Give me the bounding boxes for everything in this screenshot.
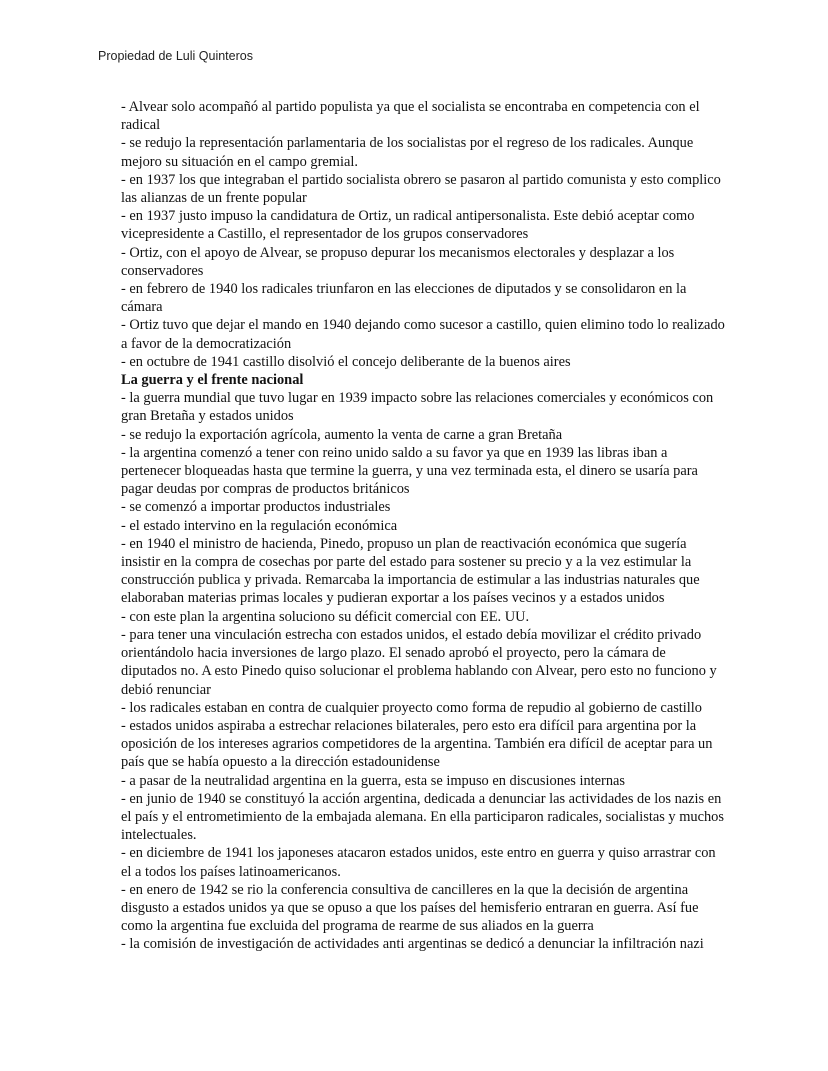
paragraph: - en 1937 justo impuso la candidatura de Ortiz, un radical antipersonalista. Este debió aceptar como vicepresidente a Castillo, el representador de los grupos conservadores — [121, 208, 695, 243]
paragraph: - Alvear solo acompañó al partido populista ya que el socialista se encontraba en competencia con el radical — [121, 99, 700, 134]
paragraph: - con este plan la argentina soluciono su déficit comercial con EE. UU. — [121, 608, 530, 625]
document-body — [121, 98, 725, 954]
paragraph: - en diciembre de 1941 los japoneses atacaron estados unidos, este entro en guerra y quiso arrastrar con el a todos los países latinoamericanos. — [121, 845, 716, 880]
paragraph: - la guerra mundial que tuvo lugar en 1939 impacto sobre las relaciones comerciales y económicos con gran Bretaña y estados unidos — [121, 390, 714, 425]
section-heading: La guerra y el frente nacional — [121, 372, 304, 389]
paragraph: - a pasar de la neutralidad argentina en la guerra, esta se impuso en discusiones internas — [121, 772, 626, 789]
paragraph: - en junio de 1940 se constituyó la acción argentina, dedicada a denunciar las actividades de los nazis en el país y el entrometimiento de la embajada alemana. En ella participaron radicales, socialistas y muchos intelectuales. — [121, 790, 724, 844]
page-header: Propiedad de Luli Quinteros — [98, 49, 253, 63]
paragraph: - en octubre de 1941 castillo disolvió el concejo deliberante de la buenos aires — [121, 353, 571, 370]
paragraph: - el estado intervino en la regulación económica — [121, 517, 398, 534]
paragraph: - Ortiz tuvo que dejar el mando en 1940 dejando como sucesor a castillo, quien elimino todo lo realizado a favor de la democratización — [121, 317, 725, 352]
paragraph: - en 1937 los que integraban el partido socialista obrero se pasaron al partido comunista y esto complico las alianzas de un frente popular — [121, 171, 721, 207]
paragraph: - se redujo la exportación agrícola, aumento la venta de carne a gran Bretaña — [121, 426, 563, 443]
paragraph: - la comisión de investigación de actividades anti argentinas se dedicó a denunciar la infiltración nazi — [121, 936, 704, 953]
paragraph: - estados unidos aspiraba a estrechar relaciones bilaterales, pero esto era difícil para argentina por la oposición de los intereses agrarios competidores de la argentina. También era difícil de aceptar para un país que se había opuesto a la dirección estadounidense — [121, 717, 713, 771]
paragraph: - en febrero de 1940 los radicales triunfaron en las elecciones de diputados y se consolidaron en la cámara — [121, 281, 687, 316]
paragraph: - en 1940 el ministro de hacienda, Pinedo, propuso un plan de reactivación económica que sugería insistir en la compra de cosechas por parte del estado para sostener su precio y a la vez estimular la construcción publica y privada. Remarcaba la importancia de estimular a las industrias naturales que elaboraban materias primas locales y pudieran exportar a los países vecinos y a estados unidos — [121, 535, 700, 607]
paragraph: - los radicales estaban en contra de cualquier proyecto como forma de repudio al gobierno de castillo — [121, 699, 702, 716]
paragraph: - Ortiz, con el apoyo de Alvear, se propuso depurar los mecanismos electorales y desplazar a los conservadores — [121, 244, 675, 279]
paragraph: - se comenzó a importar productos industriales — [121, 499, 391, 516]
paragraph: - la argentina comenzó a tener con reino unido saldo a su favor ya que en 1939 las libras iban a pertenecer bloqueadas hasta que termine la guerra, y una vez terminada esta, el dinero se usaría para pagar deudas por compras de productos británicos — [121, 444, 698, 498]
paragraph: - para tener una vinculación estrecha con estados unidos, el estado debía movilizar el crédito privado orientándolo hacia inversiones de largo plazo. El senado aprobó el proyecto, pero la cámara de diputados no. A esto Pinedo quiso solucionar el problema hablando con Alvear, pero esto no funciono y debió renunciar — [121, 626, 717, 698]
paragraph: - se redujo la representación parlamentaria de los socialistas por el regreso de los radicales. Aunque mejoro su situación en el campo gremial. — [121, 135, 694, 170]
paragraph: - en enero de 1942 se rio la conferencia consultiva de cancilleres en la que la decisión de argentina disgusto a estados unidos ya que se opuso a que los países del hemisferio entraran en guerra. Así fue como la argentina fue excluida del programa de rearme de sus aliados en la guerra — [121, 881, 699, 935]
